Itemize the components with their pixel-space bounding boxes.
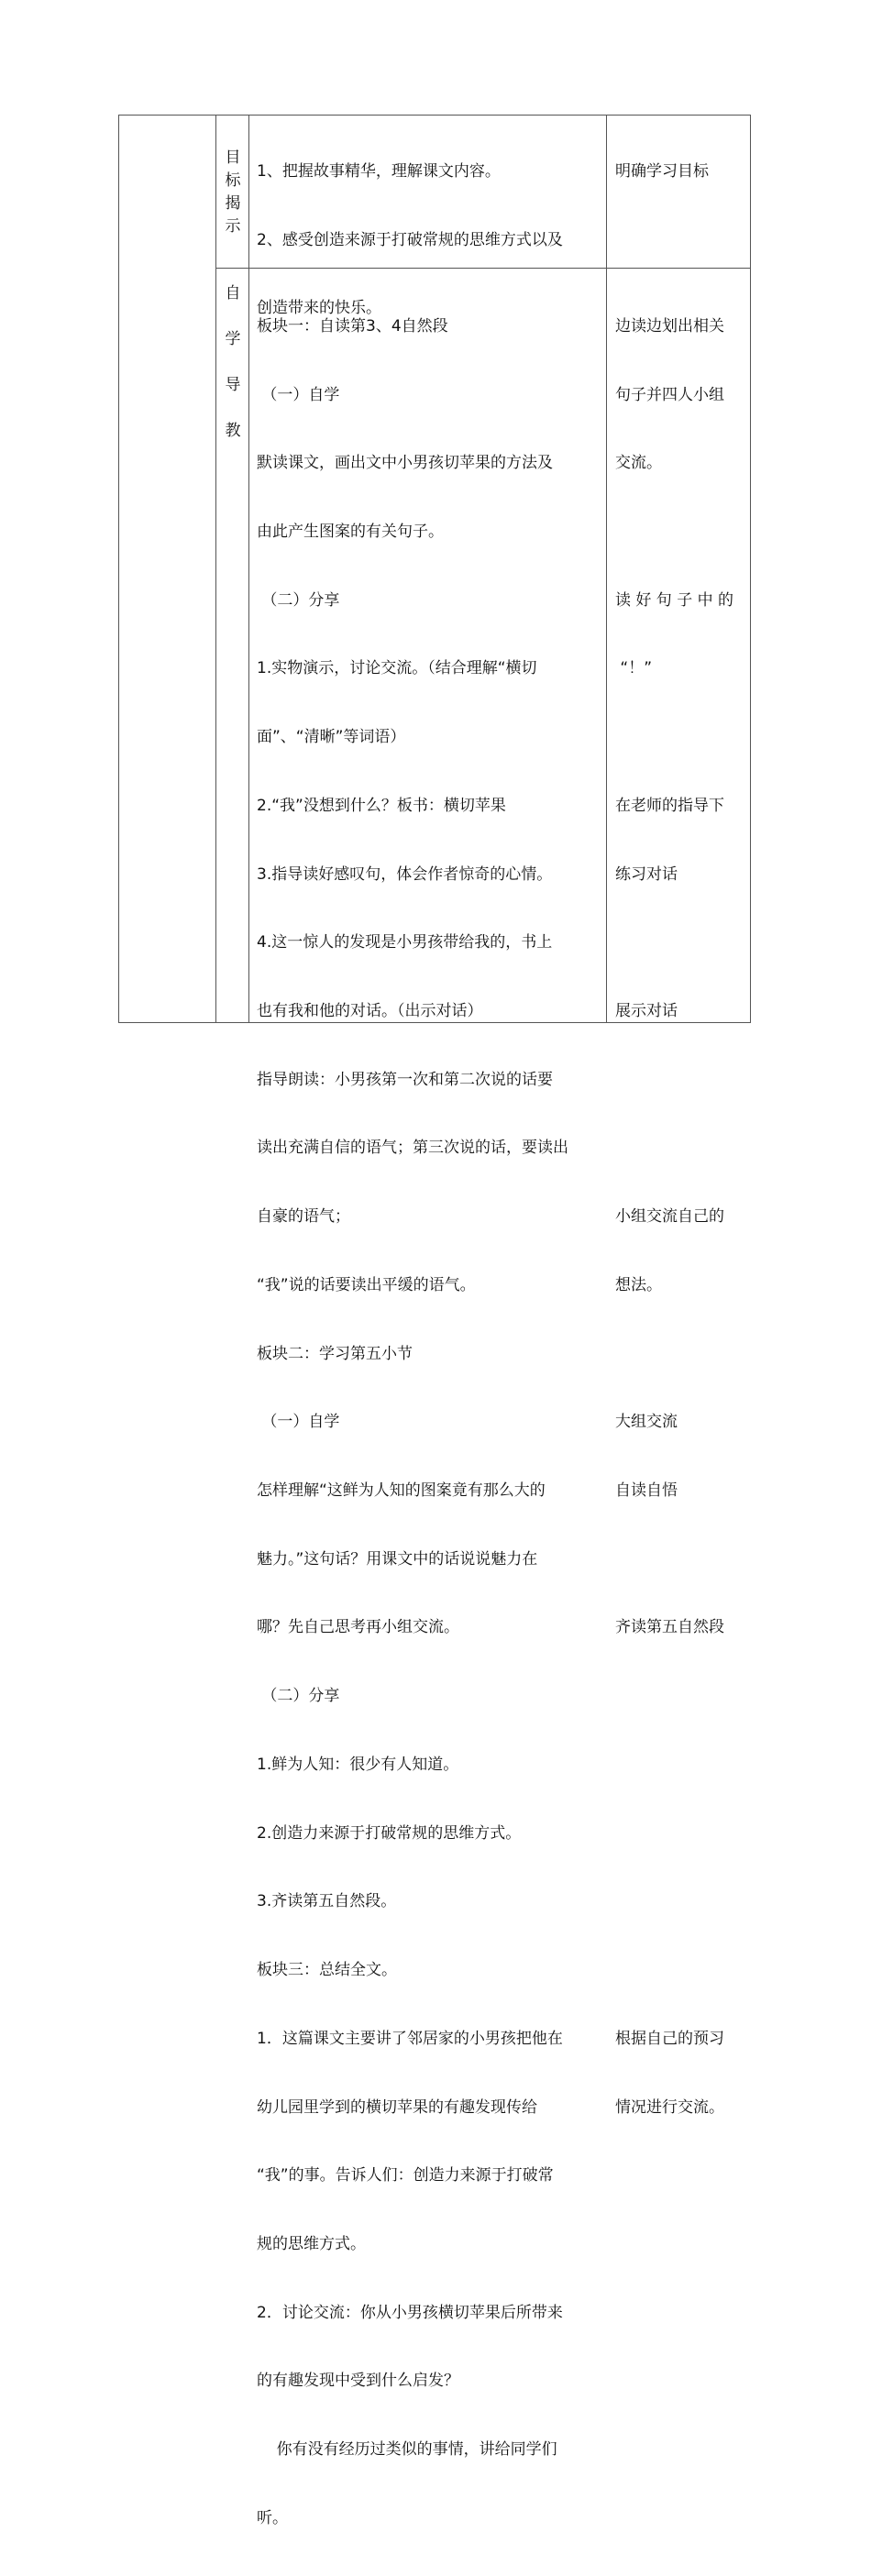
text-line: （一）自学 [257,1413,340,1432]
goals-label-char: 示 [225,217,241,236]
text-line: 2.创造力来源于打破常规的思维方式。 [257,1823,522,1843]
text-line [615,726,733,749]
goals-label-char: 目 [225,149,241,167]
column-divider-2 [248,115,249,1023]
text-line: 也有我和他的对话。（出示对话） [257,1002,483,1020]
text-line: （二）分享 [257,1687,340,1706]
guide-student-activity [615,270,733,2164]
text-line: 哪？先自己思考再小组交流。 [257,1618,459,1637]
text-line: 自读自悟 [615,1481,678,1501]
text-line: 板块一：自读第3、4自然段 [257,316,448,336]
goals-label [216,147,249,238]
text-line: 读 好 句 子 中 的 [615,590,734,610]
text-line: “！” [615,659,653,678]
text-line: 创造带来的快乐。 [257,299,381,318]
text-line [615,1137,733,1160]
text-line: 情况进行交流。 [615,2097,724,2117]
text-line: 魅力。”这句话？用课文中的话说说魅力在 [257,1549,538,1569]
text-line: 默读课文，画出文中小男孩切苹果的方法及 [257,454,553,473]
guide-label-char: 学 [225,330,241,348]
guide-content [257,270,568,2576]
guide-label [216,270,249,454]
text-line: 小组交流自己的 [615,1207,724,1227]
text-line [615,1069,733,1092]
text-line: 听。 [257,2508,288,2527]
column-divider-3 [606,115,607,1023]
text-line: 边读边划出相关 [615,316,724,336]
column-divider-1 [215,115,216,1023]
text-line: 1.鲜为人知：很少有人知道。 [257,1755,459,1774]
text-line: 练习对话 [615,864,678,884]
goals-label-char: 揭 [225,194,241,213]
text-line: 想法。 [615,1275,662,1294]
text-line: 展示对话 [615,1002,678,1020]
text-line: 大组交流 [615,1413,678,1432]
text-line: 自豪的语气； [257,1207,350,1227]
text-line: 根据自己的预习 [615,2029,724,2048]
guide-label-char: 自 [225,284,241,303]
text-line [615,1890,733,1913]
goals-label-char: 标 [225,171,241,190]
text-line: 2.“我”没想到什么？板书：横切苹果 [257,796,506,815]
text-line: 你有没有经历过类似的事情，讲给同学们 [257,2440,557,2460]
text-line: 1、把握故事精华，理解课文内容。 [257,161,501,181]
text-line: 的有趣发现中受到什么启发？ [257,2372,459,2391]
text-line: （二）分享 [257,590,340,610]
text-line: 幼儿园里学到的横切苹果的有趣发现传给 [257,2097,537,2117]
guide-label-char: 导 [225,376,241,394]
text-line: 规的思维方式。 [257,2234,366,2253]
text-line: 板块三：总结全文。 [257,1961,397,1980]
text-line: 交流。 [615,454,662,473]
text-line [615,1754,733,1777]
text-line: 1．这篇课文主要讲了邻居家的小男孩把他在 [257,2029,563,2048]
text-line: 由此产生图案的有关句子。 [257,522,444,541]
text-line: 句子并四人小组 [615,385,724,404]
text-line: “我”的事。告诉人们：创造力来源于打破常 [257,2166,554,2185]
text-line [615,1822,733,1845]
text-line: 板块二：学习第五小节 [257,1344,413,1363]
text-line: 2．讨论交流：你从小男孩横切苹果后所带来 [257,2303,563,2322]
text-line: 2、感受创造来源于打破常规的思维方式以及 [257,230,563,249]
text-line: 读出充满自信的语气；第三次说的话，要读出 [257,1139,568,1158]
text-line: （一）自学 [257,385,340,404]
text-line: 1.实物演示，讨论交流。（结合理解“横切 [257,659,537,678]
text-line [615,1685,733,1708]
text-line: 指导朗读：小男孩第一次和第二次说的话要 [257,1070,553,1089]
text-line: 在老师的指导下 [615,796,724,815]
guide-label-char: 教 [225,422,241,440]
text-line [615,1343,733,1366]
text-line [615,1548,733,1571]
table-left-border [118,115,119,1023]
text-line: 明确学习目标 [615,161,709,181]
text-line: 面”、“清晰”等词语） [257,728,406,747]
text-line [615,931,733,954]
text-line: 3.齐读第五自然段。 [257,1892,397,1911]
text-line [615,521,733,544]
text-line: 齐读第五自然段 [615,1618,724,1637]
text-line: “我”说的话要读出平缓的语气。 [257,1275,476,1294]
text-line [615,1959,733,1982]
text-line: 4.这一惊人的发现是小男孩带给我的，书上 [257,933,553,952]
text-line: 怎样理解“这鲜为人知的图案竟有那么大的 [257,1481,546,1501]
text-line: 3.指导读好感叹句，体会作者惊奇的心情。 [257,864,553,884]
goals-student-activity [615,115,709,229]
table-right-border [750,115,751,1023]
